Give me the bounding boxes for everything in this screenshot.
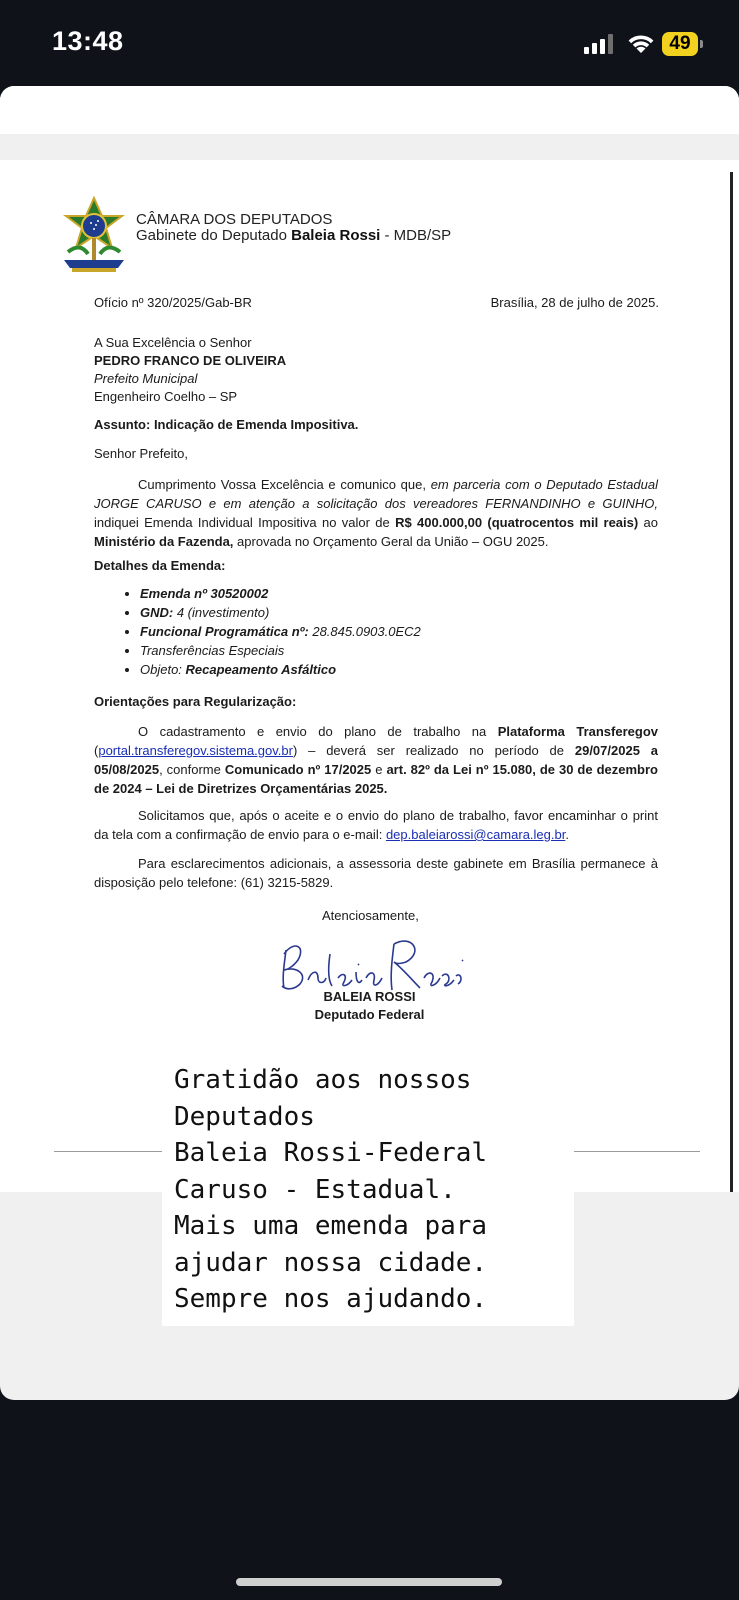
coat-of-arms-icon: [58, 196, 130, 276]
battery-level: 49: [662, 32, 698, 56]
letter-date: Brasília, 28 de julho de 2025.: [490, 295, 659, 310]
paragraph-2: O cadastramento e envio do plano de trabalho na Plataforma Transferegov (portal.transferegov.sistema.gov.br) – deverá ser realizado no período de 29/07/2025 a 05/08/2025, conforme Comunicado nº 17/2025 e art. 82º da Lei nº 15.080, de 30 de dezembro de 2024 – Lei de Diretrizes Orçamentárias 2025.: [94, 724, 658, 796]
home-indicator[interactable]: [236, 1578, 502, 1586]
letter-document: [0, 160, 739, 1192]
list-item: • Transferências Especiais: [140, 641, 421, 660]
overlay-divider-right: [574, 1151, 700, 1152]
story-text-overlay[interactable]: Gratidão aos nossos Deputados Baleia Rossi-Federal Caruso - Estadual. Mais uma emenda para ajudar nossa cidade. Sempre nos ajudando.: [162, 1054, 574, 1326]
paragraph-3: Solicitamos que, após o aceite e o envio do plano de trabalho, favor encaminhar o print da tela com a confirmação de envio para o e-mail: dep.baleiarossi@camara.leg.br.: [94, 808, 658, 842]
list-item: • GND: 4 (investimento): [140, 603, 421, 622]
addressee-city: Engenheiro Coelho – SP: [94, 389, 238, 404]
paragraph-4: Para esclarecimentos adicionais, a assessoria deste gabinete em Brasília permanece à disposição pelo telefone: (61) 3215-5829.: [94, 856, 658, 890]
status-bar: [0, 0, 739, 86]
closing: Atenciosamente,: [322, 908, 419, 923]
addressee-title: Prefeito Municipal: [94, 371, 198, 386]
signal-icon: [584, 34, 614, 54]
institution-name: CÂMARA DOS DEPUTADOS: [136, 211, 333, 228]
letter-subject: Assunto: Indicação de Emenda Impositiva.: [94, 417, 359, 432]
transferegov-link[interactable]: portal.transferegov.sistema.gov.br: [98, 743, 293, 758]
overlay-divider-left: [54, 1151, 162, 1152]
card-top-band: [0, 86, 739, 134]
list-item: • Emenda nº 30520002: [140, 584, 421, 603]
email-link[interactable]: dep.baleiarossi@camara.leg.br: [385, 827, 566, 842]
details-heading: Detalhes da Emenda:: [94, 558, 226, 573]
salutation: Senhor Prefeito,: [94, 446, 188, 461]
addressee-name: PEDRO FRANCO DE OLIVEIRA: [94, 353, 287, 368]
list-item: • Objeto: Recapeamento Asfáltico: [140, 660, 421, 679]
status-time: 13:48: [52, 26, 124, 56]
signer-name: BALEIA ROSSI: [323, 989, 416, 1004]
wifi-icon: [626, 32, 656, 54]
paragraph-1: Cumprimento Vossa Excelência e comunico que, em parceria com o Deputado Estadual JORGE CARUSO e em atenção a solicitação dos vereadores FERNANDINHO e GUINHO, indiquei Emenda Individual Impositiva no valor de R$ 400.000,00 (quatrocentos mil reais) ao Ministério da Fazenda, aprovada no Orçamento Geral da União – OGU 2025.: [94, 477, 659, 549]
details-list: [94, 584, 421, 679]
office-name: Gabinete do Deputado Baleia Rossi - MDB/SP: [136, 227, 452, 244]
signature-icon: [278, 930, 468, 996]
orientacoes-heading: Orientações para Regularização:: [94, 694, 297, 709]
battery-icon: [662, 32, 700, 56]
signer-title: Deputado Federal: [314, 1007, 425, 1022]
battery-tip: [700, 40, 703, 48]
document-edge: [730, 172, 733, 1192]
list-item: • Funcional Programática nº: 28.845.0903.0EC2: [140, 622, 421, 641]
addressee-line: A Sua Excelência o Senhor: [94, 335, 252, 350]
oficio-number: Ofício nº 320/2025/Gab-BR: [94, 295, 252, 310]
